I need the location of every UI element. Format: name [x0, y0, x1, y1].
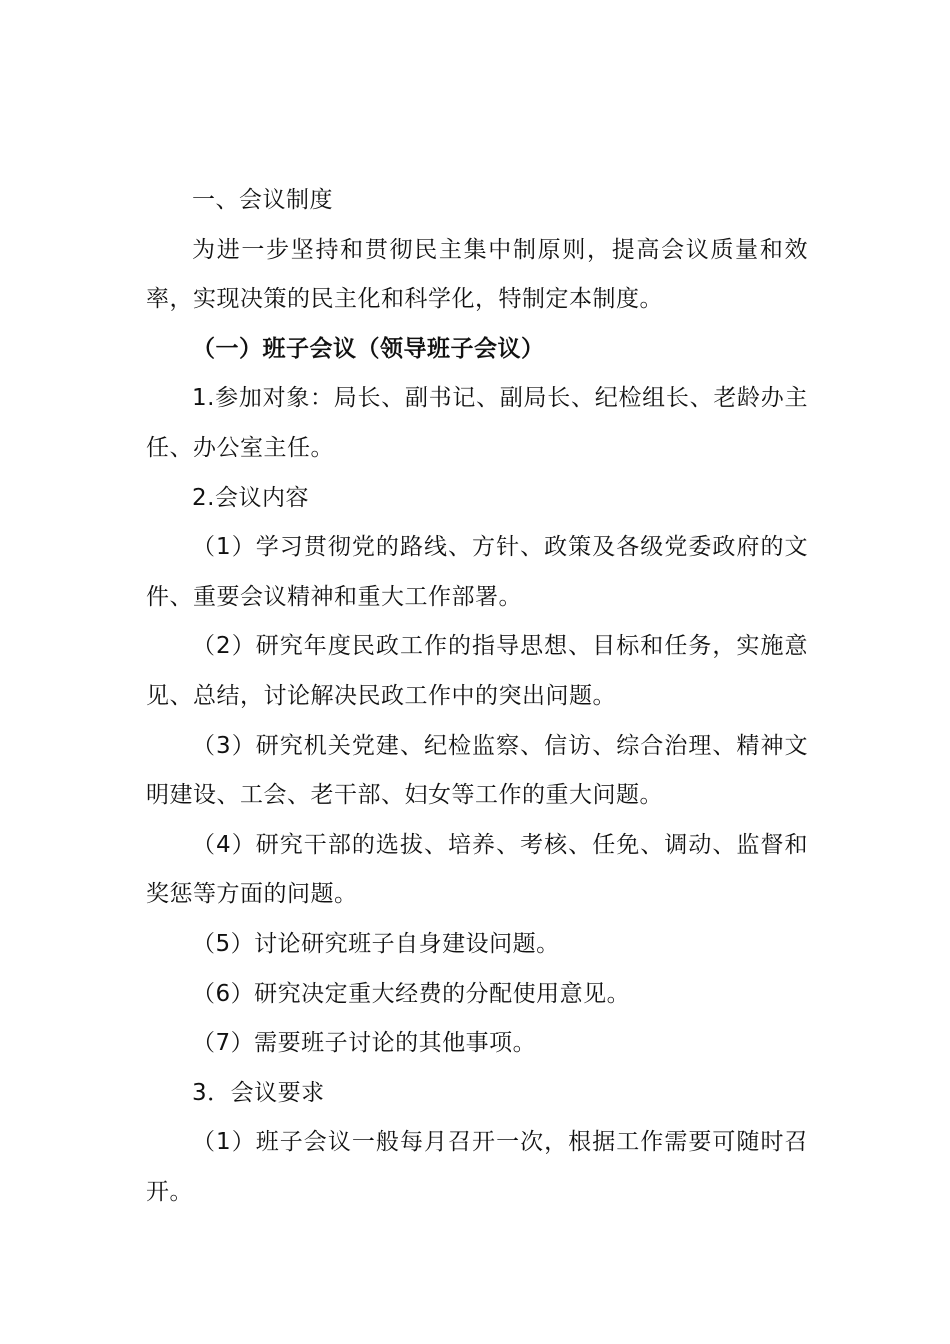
- content-item-7: （7）需要班子讨论的其他事项。: [192, 1030, 537, 1057]
- intro-paragraph: 为进一步坚持和贯彻民主集中制原则，提高会议质量和效率，实现决策的民主化和科学化，特制定本制度。: [146, 236, 808, 313]
- content-item-3: （3）研究机关党建、纪检监察、信访、综合治理、精神文明建设、工会、老干部、妇女等工作的重大问题。: [146, 732, 808, 809]
- content-item-2: （2）研究年度民政工作的指导思想、目标和任务，实施意见、总结，讨论解决民政工作中的突出问题。: [146, 633, 808, 709]
- meeting-content-heading: 2.会议内容: [192, 484, 309, 511]
- content-item-6: （6）研究决定重大经费的分配使用意见。: [192, 980, 631, 1007]
- content-item-1: （1）学习贯彻党的路线、方针、政策及各级党委政府的文件、重要会议精神和重大工作部署。: [146, 534, 808, 610]
- subsection-heading: （一）班子会议（领导班子会议）: [192, 335, 545, 362]
- requirement-item-1: （1）班子会议一般每月召开一次，根据工作需要可随时召开。: [146, 1129, 808, 1205]
- section-heading: 一、会议制度: [192, 187, 333, 213]
- content-item-4: （4）研究干部的选拔、培养、考核、任免、调动、监督和奖惩等方面的问题。: [146, 831, 808, 908]
- content-item-5: （5）讨论研究班子自身建设问题。: [192, 930, 560, 957]
- participants-paragraph: 1.参加对象：局长、副书记、副局长、纪检组长、老龄办主任、办公室主任。: [146, 385, 808, 461]
- document-body: [146, 176, 808, 1217]
- requirements-heading: 3．会议要求: [192, 1079, 325, 1106]
